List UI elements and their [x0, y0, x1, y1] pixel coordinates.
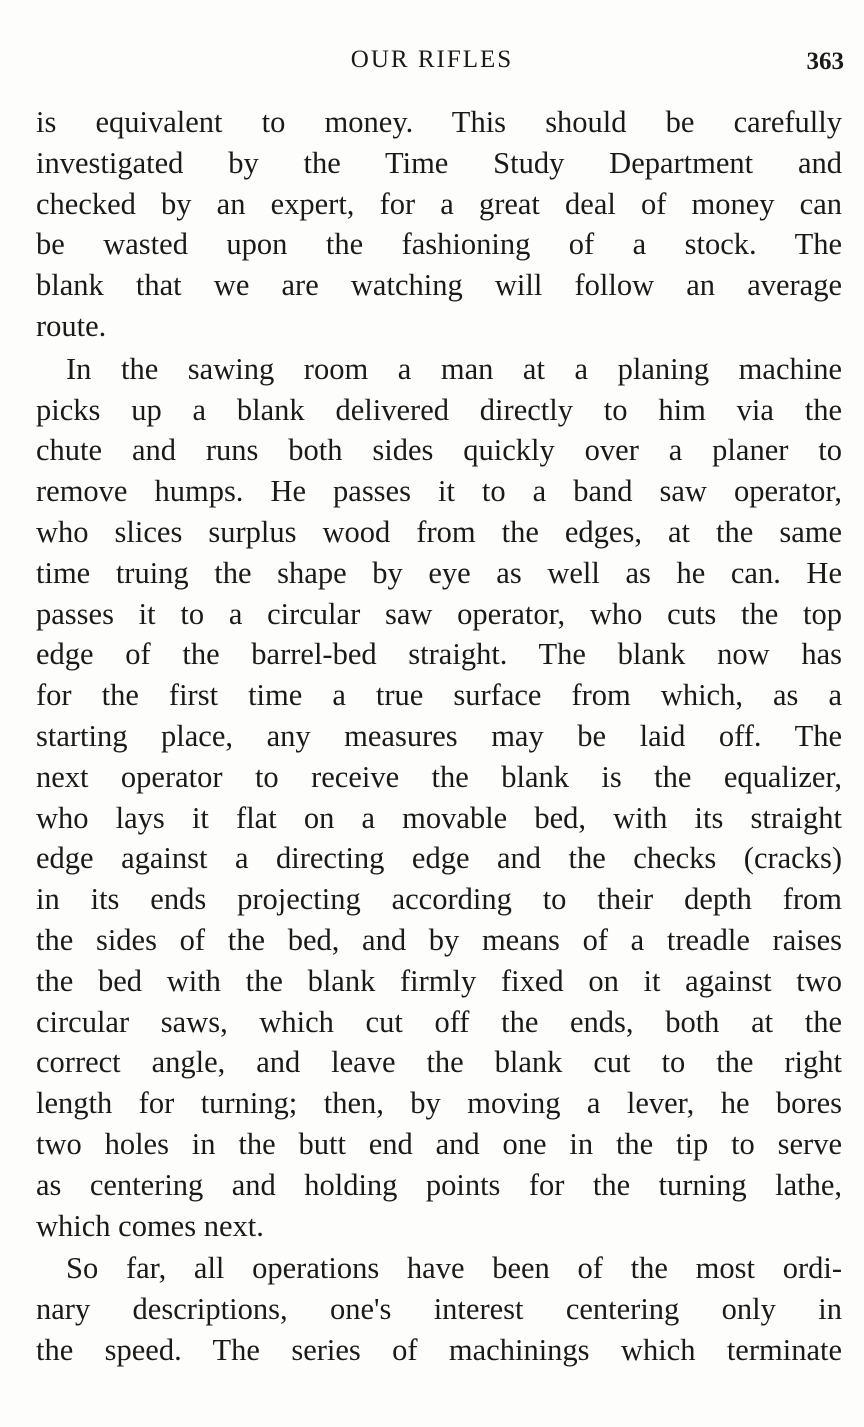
paragraph-3 — [36, 1248, 842, 1370]
text-line: be wasted upon the fashioning of a stock. The — [36, 227, 842, 262]
text-line: checked by an expert, for a great deal of money can — [36, 186, 842, 221]
paragraph-2 — [36, 349, 842, 1247]
page-number: 363 — [806, 48, 844, 75]
text-line: which comes next. — [36, 1208, 264, 1243]
text-line: two holes in the butt end and one in the tip to serve — [36, 1126, 842, 1161]
text-line: In the sawing room a man at a planing machine — [66, 351, 842, 386]
text-line: chute and runs both sides quickly over a planer to — [36, 433, 842, 468]
text-line: nary descriptions, one's interest centering only in — [36, 1292, 842, 1327]
text-line: time truing the shape by eye as well as he can. He — [36, 555, 842, 590]
paragraph-1 — [36, 102, 842, 347]
text-line: next operator to receive the blank is the equalizer, — [36, 759, 842, 794]
text-line: edge of the barrel-bed straight. The blank now has — [36, 637, 842, 672]
text-line: the bed with the blank firmly fixed on it against two — [36, 963, 842, 998]
text-line: who slices surplus wood from the edges, at the same — [36, 514, 842, 549]
text-line: who lays it flat on a movable bed, with its straight — [36, 800, 842, 835]
text-line: remove humps. He passes it to a band saw operator, — [36, 474, 842, 509]
text-line: in its ends projecting according to their depth from — [36, 882, 842, 917]
text-line: circular saws, which cut off the ends, both at the — [36, 1004, 842, 1039]
text-line: length for turning; then, by moving a lever, he bores — [36, 1086, 842, 1121]
text-line: as centering and holding points for the turning lathe, — [36, 1167, 842, 1202]
text-line: the speed. The series of machinings which terminate — [36, 1332, 842, 1367]
text-line: investigated by the Time Study Department and — [36, 145, 842, 180]
text-line: the sides of the bed, and by means of a treadle raises — [36, 922, 842, 957]
body-text — [36, 102, 842, 1371]
text-line: route. — [36, 308, 107, 343]
text-line: for the first time a true surface from which, as a — [36, 678, 842, 713]
text-line: correct angle, and leave the blank cut to the right — [36, 1045, 842, 1080]
text-line: picks up a blank delivered directly to him via the — [36, 392, 842, 427]
text-line: edge against a directing edge and the checks (cracks) — [36, 841, 842, 876]
text-line: starting place, any measures may be laid off. The — [36, 718, 842, 753]
running-head: OUR RIFLES — [350, 46, 514, 73]
text-line: passes it to a circular saw operator, who cuts the top — [36, 596, 842, 631]
text-line: blank that we are watching will follow an average — [36, 268, 842, 303]
text-line: is equivalent to money. This should be carefully — [36, 105, 842, 139]
page-header — [0, 42, 864, 82]
text-line: So far, all operations have been of the most ordi- — [66, 1251, 842, 1286]
